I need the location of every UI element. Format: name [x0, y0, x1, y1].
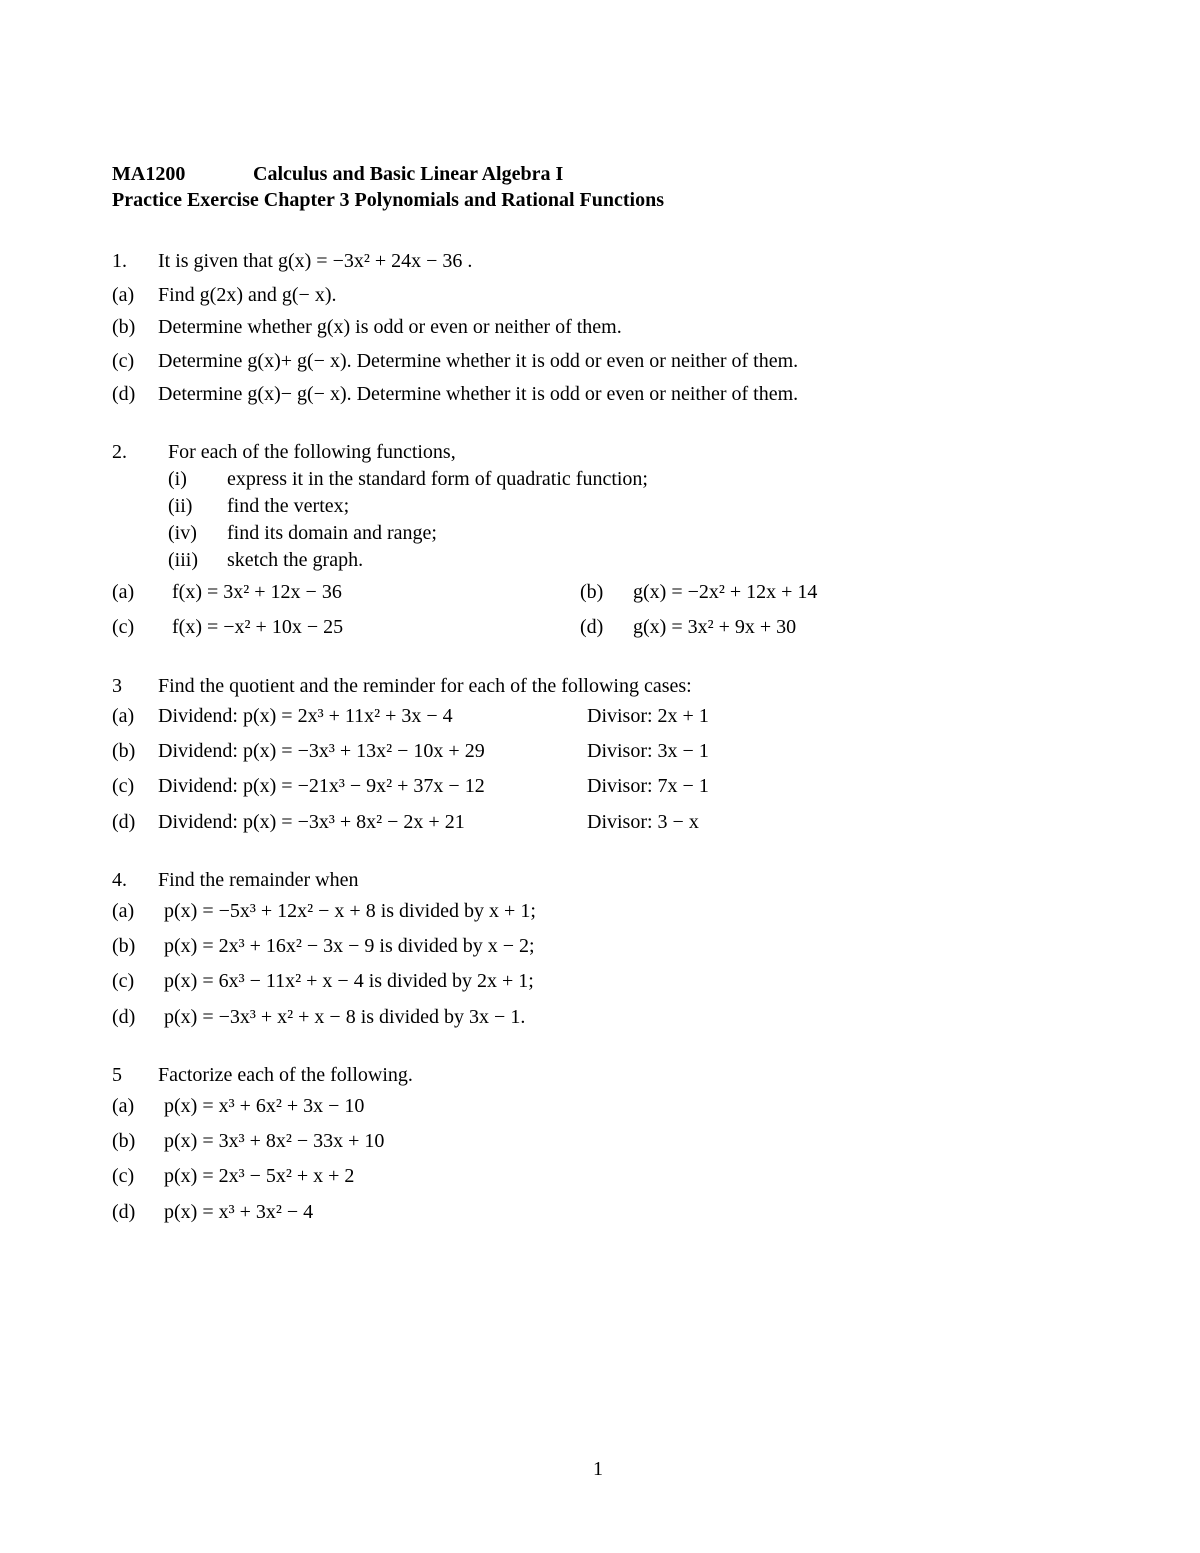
q5-number: 5 [112, 1064, 122, 1086]
q2-step-tag: (iv) [168, 522, 197, 544]
q2-step-text: express it in the standard form of quadratic function; [227, 468, 648, 490]
course-code: MA1200 [112, 163, 186, 185]
q2-function: g(x) = 3x² + 9x + 30 [633, 616, 797, 638]
q1-part-text: Determine g(x)− g(− x). Determine whether it is odd or even or neither of them. [158, 383, 799, 405]
q3-dividend: Dividend: p(x) = 2x³ + 11x² + 3x − 4 [158, 705, 453, 727]
q5-part-tag: (a) [112, 1095, 135, 1117]
q4-part-text: p(x) = −3x³ + x² + x − 8 is divided by 3x − 1. [164, 1006, 526, 1028]
q2-step-text: find its domain and range; [227, 522, 437, 544]
q5-part-text: p(x) = x³ + 6x² + 3x − 10 [164, 1095, 365, 1117]
q4-part-tag: (d) [112, 1006, 136, 1028]
q3-divisor: Divisor: 3x − 1 [587, 740, 709, 762]
q1-part-text: Determine whether g(x) is odd or even or neither of them. [158, 316, 622, 338]
q2-step-text: find the vertex; [227, 495, 350, 517]
q2-step-tag: (ii) [168, 495, 193, 517]
q1-stem: It is given that g(x) = −3x² + 24x − 36 . [158, 250, 473, 272]
q3-divisor: Divisor: 3 − x [587, 811, 699, 833]
q5-stem: Factorize each of the following. [158, 1064, 413, 1086]
q1-part-tag: (b) [112, 316, 136, 338]
q3-number: 3 [112, 675, 122, 697]
q1-part-text: Find g(2x) and g(− x). [158, 284, 337, 306]
q2-part-tag: (b) [580, 581, 604, 603]
q4-part-text: p(x) = 6x³ − 11x² + x − 4 is divided by 2x + 1; [164, 970, 534, 992]
q5-part-text: p(x) = 3x³ + 8x² − 33x + 10 [164, 1130, 385, 1152]
q5-part-tag: (c) [112, 1165, 135, 1187]
q5-part-text: p(x) = x³ + 3x² − 4 [164, 1201, 314, 1223]
q2-stem: For each of the following functions, [168, 441, 456, 463]
q3-divisor: Divisor: 7x − 1 [587, 775, 709, 797]
q3-part-tag: (a) [112, 705, 135, 727]
q4-number: 4. [112, 869, 127, 891]
q1-part-text: Determine g(x)+ g(− x). Determine whether it is odd or even or neither of them. [158, 350, 799, 372]
q2-number: 2. [112, 441, 127, 463]
q3-part-tag: (c) [112, 775, 135, 797]
q2-part-tag: (c) [112, 616, 135, 638]
q5-part-tag: (b) [112, 1130, 136, 1152]
q1-part-tag: (a) [112, 284, 135, 306]
q2-function: f(x) = −x² + 10x − 25 [172, 616, 344, 638]
q2-function: f(x) = 3x² + 12x − 36 [172, 581, 342, 603]
q1-part-tag: (d) [112, 383, 136, 405]
q4-stem: Find the remainder when [158, 869, 359, 891]
q4-part-tag: (b) [112, 935, 136, 957]
q2-step-tag: (iii) [168, 549, 198, 571]
q2-step-text: sketch the graph. [227, 549, 364, 571]
q3-part-tag: (d) [112, 811, 136, 833]
q3-divisor: Divisor: 2x + 1 [587, 705, 709, 727]
q2-part-tag: (d) [580, 616, 604, 638]
q4-part-tag: (a) [112, 900, 135, 922]
document-subtitle: Practice Exercise Chapter 3 Polynomials and Rational Functions [112, 189, 665, 211]
q2-part-tag: (a) [112, 581, 135, 603]
q4-part-text: p(x) = −5x³ + 12x² − x + 8 is divided by x + 1; [164, 900, 536, 922]
q3-dividend: Dividend: p(x) = −3x³ + 8x² − 2x + 21 [158, 811, 465, 833]
q2-step-tag: (i) [168, 468, 187, 490]
q2-function: g(x) = −2x² + 12x + 14 [633, 581, 818, 603]
q5-part-tag: (d) [112, 1201, 136, 1223]
q4-part-text: p(x) = 2x³ + 16x² − 3x − 9 is divided by x − 2; [164, 935, 535, 957]
q5-part-text: p(x) = 2x³ − 5x² + x + 2 [164, 1165, 355, 1187]
q1-number: 1. [112, 250, 127, 272]
course-name: Calculus and Basic Linear Algebra I [253, 163, 564, 185]
q4-part-tag: (c) [112, 970, 135, 992]
q3-dividend: Dividend: p(x) = −3x³ + 13x² − 10x + 29 [158, 740, 485, 762]
q3-part-tag: (b) [112, 740, 136, 762]
q3-dividend: Dividend: p(x) = −21x³ − 9x² + 37x − 12 [158, 775, 485, 797]
page-number: 1 [593, 1458, 603, 1480]
q1-part-tag: (c) [112, 350, 135, 372]
q3-stem: Find the quotient and the reminder for each of the following cases: [158, 675, 692, 697]
